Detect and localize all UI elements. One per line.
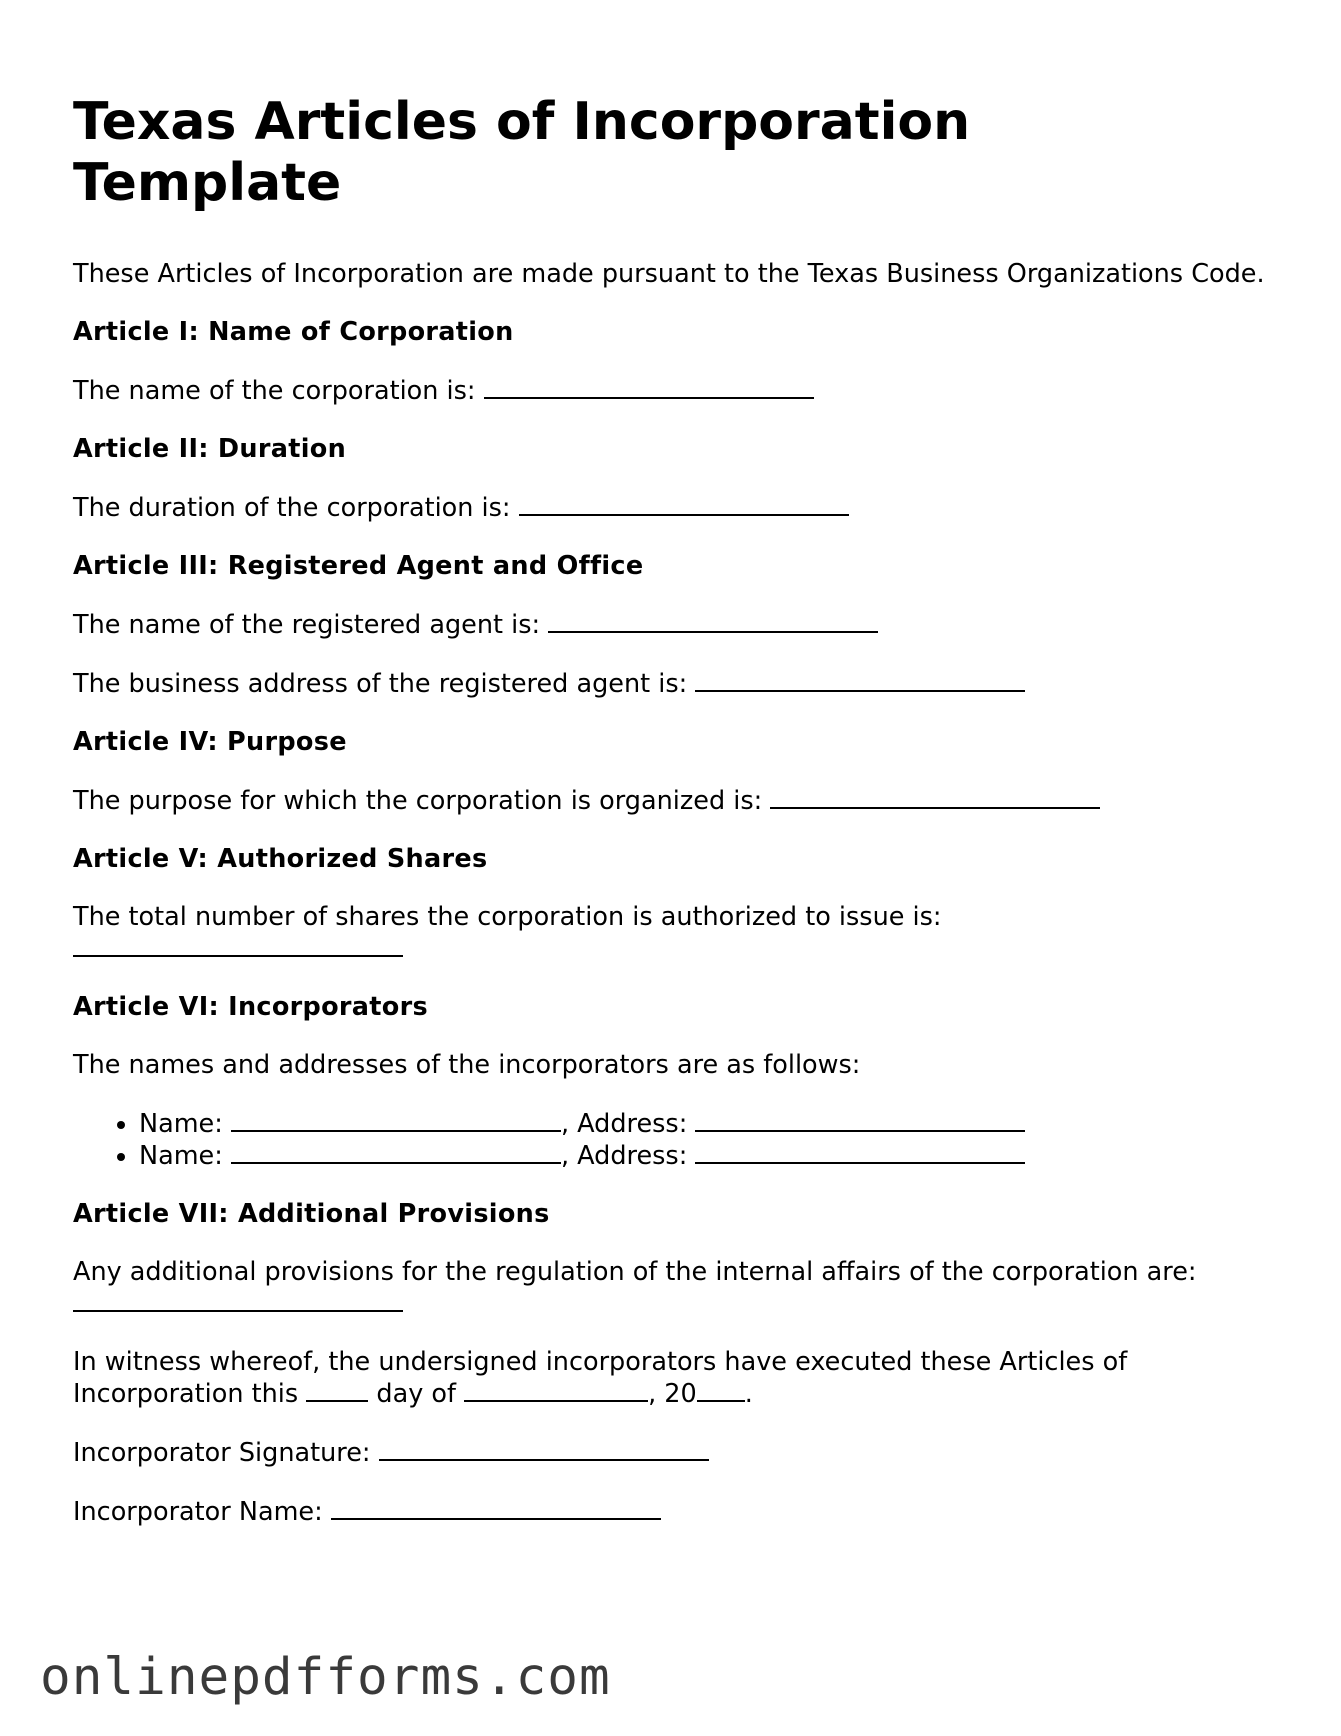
incorporator-name-field[interactable] — [331, 1496, 661, 1520]
intro-paragraph: These Articles of Incorporation are made pursuant to the Texas Business Organizations Code. — [73, 259, 1265, 289]
document-page — [73, 92, 1273, 1555]
purpose-label: The purpose for which the corporation is organized is: — [73, 786, 763, 816]
list-item — [139, 1108, 1273, 1140]
additional-provisions-label: Any additional provisions for the regulation of the internal affairs of the corporation are: — [73, 1257, 1197, 1287]
duration-field[interactable] — [519, 492, 849, 516]
witness-year-field[interactable] — [697, 1378, 745, 1402]
article-1-line — [73, 375, 1273, 407]
registered-agent-name-label: The name of the registered agent is: — [73, 610, 541, 640]
witness-day-field[interactable] — [306, 1378, 368, 1402]
list-item — [139, 1140, 1273, 1172]
corporation-name-field[interactable] — [484, 375, 814, 399]
article-3-line-1 — [73, 609, 1273, 641]
corporation-name-label: The name of the corporation is: — [73, 376, 476, 406]
authorized-shares-label: The total number of shares the corporation is authorized to issue is: — [73, 902, 942, 932]
document-title: Texas Articles of Incorporation Template — [73, 92, 971, 213]
registered-agent-name-field[interactable] — [548, 609, 878, 633]
article-3-heading: Article III: Registered Agent and Office — [73, 551, 644, 581]
signature-line — [73, 1437, 1273, 1469]
witness-text-2: day of — [376, 1379, 456, 1409]
witness-paragraph — [73, 1347, 1273, 1410]
signature-field[interactable] — [379, 1437, 709, 1461]
incorporator-address-label: , Address: — [560, 1109, 688, 1139]
witness-text-1: In witness whereof, the undersigned incorporators have executed these Articles of Incorporation this — [73, 1347, 1128, 1409]
witness-month-field[interactable] — [464, 1378, 648, 1402]
registered-agent-address-label: The business address of the registered agent is: — [73, 669, 688, 699]
incorporator-name-label: Name: — [139, 1109, 223, 1139]
article-6-line: The names and addresses of the incorporators are as follows: — [73, 1050, 861, 1080]
article-5-heading: Article V: Authorized Shares — [73, 844, 488, 874]
incorporator-name-label: Name: — [139, 1141, 223, 1171]
article-1-heading: Article I: Name of Corporation — [73, 317, 514, 347]
additional-provisions-field[interactable] — [73, 1288, 403, 1312]
article-2-heading: Article II: Duration — [73, 434, 347, 464]
incorporator-name-line — [73, 1496, 1273, 1528]
article-5-line — [73, 902, 1273, 965]
article-4-line — [73, 785, 1273, 817]
watermark: onlinepdfforms.com — [40, 1648, 611, 1707]
article-4-heading: Article IV: Purpose — [73, 727, 347, 757]
witness-text-3: , 20 — [648, 1379, 697, 1409]
incorporator-1-address-field[interactable] — [695, 1108, 1025, 1132]
purpose-field[interactable] — [770, 785, 1100, 809]
witness-text-4: . — [744, 1379, 753, 1409]
authorized-shares-field[interactable] — [73, 933, 403, 957]
incorporator-name-label-final: Incorporator Name: — [73, 1497, 323, 1527]
incorporator-1-name-field[interactable] — [231, 1108, 561, 1132]
article-6-heading: Article VI: Incorporators — [73, 992, 428, 1022]
duration-label: The duration of the corporation is: — [73, 493, 511, 523]
article-7-heading: Article VII: Additional Provisions — [73, 1199, 550, 1229]
incorporator-2-address-field[interactable] — [695, 1140, 1025, 1164]
signature-label: Incorporator Signature: — [73, 1438, 371, 1468]
incorporator-list — [73, 1108, 1273, 1172]
incorporator-2-name-field[interactable] — [231, 1140, 561, 1164]
registered-agent-address-field[interactable] — [695, 668, 1025, 692]
article-7-line — [73, 1257, 1273, 1320]
article-2-line — [73, 492, 1273, 524]
article-3-line-2 — [73, 668, 1273, 700]
incorporator-address-label: , Address: — [560, 1141, 688, 1171]
